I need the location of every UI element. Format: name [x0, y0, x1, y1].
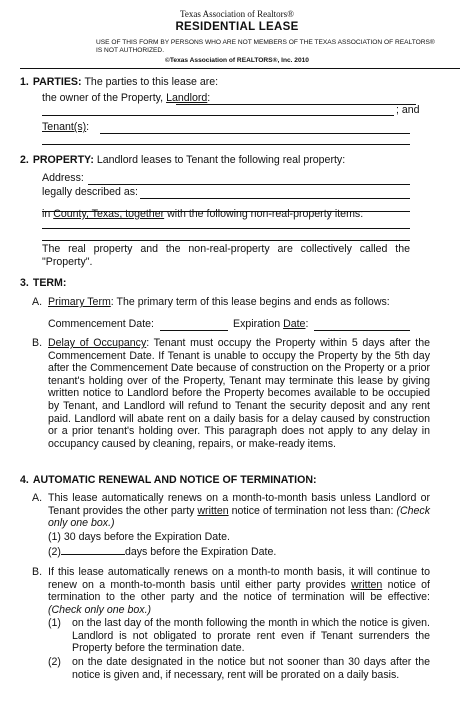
delay-label: B.	[32, 337, 43, 349]
option-b2-num[interactable]: (2)	[48, 656, 61, 668]
landlord-name-field[interactable]	[176, 104, 416, 105]
section-2-intro: Landlord leases to Tenant the following real property:	[96, 154, 346, 166]
tenant-name-field[interactable]	[100, 133, 410, 134]
renewal-b-label: B.	[32, 566, 43, 578]
renewal-a-label: A.	[32, 492, 43, 504]
non-real-property-field[interactable]	[42, 228, 410, 229]
section-1-heading: 1. PARTIES: The parties to this lease are:	[20, 76, 219, 88]
association-name: Texas Association of Realtors®	[180, 9, 294, 19]
delay-of-occupancy-text: Delay of Occupancy: Tenant must occupy the Property within 5 days after the Commencement Date. If Tenant is unable to occupy the Property by the 5th day after the Commencement Date because of construction on the Property or a prior tenant's holding over of the Property, Tenant may terminate this lease by giving written notice to Landlord before the Property becomes available to be occupied by Tenant, and Landlord will refund to Tenant the security deposit and any rent paid. Landlord will abate rent on a daily basis for a delay caused by construction or a prior tenant's holding over. This paragraph does not apply to any delay in occupancy caused by cleaning, repairs, or make-ready items.	[48, 337, 430, 450]
non-real-property-field-2[interactable]	[42, 240, 410, 241]
copyright-line: ©Texas Association of REALTORS®, Inc. 2010	[165, 57, 309, 64]
header-rule	[20, 68, 460, 69]
expiration-date-field[interactable]	[314, 330, 410, 331]
delay-title: Delay of Occupancy	[48, 337, 147, 349]
option-b1-num[interactable]: (1)	[48, 617, 61, 629]
tenant-line: Tenant(s):	[42, 121, 90, 133]
option-30-days[interactable]: (1) 30 days before the Expiration Date.	[48, 531, 230, 543]
option-b2-text: on the date designated in the notice but not sooner than 30 days after the notice is given and, if necessary, rent will be prorated on a daily basis.	[72, 656, 430, 681]
landlord-name-field-2[interactable]	[42, 115, 394, 116]
commencement-date-field[interactable]	[160, 330, 228, 331]
county-line: in County, Texas, together with the following non-real-property items:	[42, 208, 364, 220]
legal-description-field[interactable]	[140, 198, 410, 199]
section-4-heading: 4. AUTOMATIC RENEWAL AND NOTICE OF TERMINATION:	[20, 474, 317, 486]
primary-term-line: A. Primary Term: The primary term of this lease begins and ends as follows:	[32, 296, 390, 308]
address-field[interactable]	[88, 184, 410, 185]
section-2-heading: 2. PROPERTY: Landlord leases to Tenant the following real property:	[20, 154, 346, 166]
renewal-b-text: If this lease automatically renews on a month-to month basis, it will continue to renew on a month-to-month basis until either party provides written notice of termination to the other party and the notice of termination will be effective: (Check only one box.)	[48, 566, 430, 616]
landlord-label: Landlord	[166, 92, 208, 104]
document-title: RESIDENTIAL LEASE	[175, 21, 299, 33]
tenant-label: Tenant(s)	[42, 121, 87, 133]
section-1-intro: The parties to this lease are:	[84, 76, 219, 88]
expiration-date-label: Expiration Date:	[233, 318, 309, 330]
usage-notice: USE OF THIS FORM BY PERSONS WHO ARE NOT MEMBERS OF THE TEXAS ASSOCIATION OF REALTORS® IS NOT AUTHORIZED.	[96, 39, 435, 54]
collective-property-text: The real property and the non-real-property are collectively called the "Property".	[42, 243, 410, 268]
tenant-name-field-2[interactable]	[42, 144, 410, 145]
commencement-date-label: Commencement Date:	[48, 318, 154, 330]
section-3-heading: 3. TERM:	[20, 277, 67, 289]
renewal-a-text: This lease automatically renews on a month-to-month basis unless Landlord or Tenant provides the other party written notice of termination not less than: (Check only one box.)	[48, 492, 430, 530]
custom-days-field[interactable]	[61, 544, 125, 555]
address-label: Address:	[42, 172, 84, 184]
and-text: ; and	[396, 104, 420, 116]
owner-line: the owner of the Property, Landlord:	[42, 92, 211, 104]
primary-term-title: Primary Term	[48, 296, 111, 308]
legal-description-label: legally described as:	[42, 186, 138, 198]
option-b1-text: on the last day of the month following the month in which the notice is given. Landlord is not obligated to prorate rent even if Tenant surrenders the Property before the termination date.	[72, 617, 430, 655]
option-custom-days[interactable]: (2) days before the Expiration Date.	[48, 546, 277, 558]
